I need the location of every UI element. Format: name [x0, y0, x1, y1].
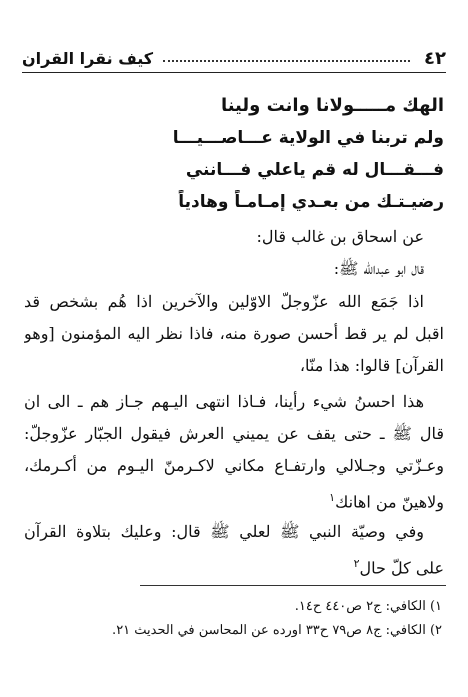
- footnote-ref-2: ٢: [353, 557, 360, 570]
- body-line-6: وعـزّتي وجـلالي وارتفـاع مكاني لاكـرمنّ اليـوم من أكـرمك،: [24, 456, 444, 475]
- body-line-1: اذا جَمَع الله عزّوجلّ الاوّلين والآخرين اذا هُم بشخص قد: [24, 292, 424, 311]
- verse-line-1: الهك مـــــولانا وانت ولينا: [220, 95, 444, 116]
- body-line-7-text: ولاهينّ من اهانك: [335, 492, 444, 512]
- body-line-9: [24, 552, 444, 580]
- verse-line-4: رضيـتـك من بعـدي إمـامـاً وهادياً: [178, 192, 444, 212]
- body-line-2: اقبل لم ير قط أحسن صورة منه، فاذا نظر اليه المؤمنون [وهو: [24, 324, 444, 343]
- body-line-3: القرآن] قالوا: هذا منّا،: [299, 356, 444, 375]
- page-header: [22, 44, 446, 73]
- page-number: ٤٢: [424, 47, 446, 69]
- narration-speaker: قال ابو عبدالله ﷺ:: [333, 259, 424, 278]
- running-title: كيف نقرا القران: [22, 48, 154, 68]
- footnote-ref-1: ١: [329, 491, 336, 504]
- footnote-divider: [140, 585, 446, 586]
- body-line-4: هذا احسنُ شيء رأينا، فـاذا انتهى اليـهم جـاز هم ـ الى ان: [24, 392, 424, 411]
- body-line-7: [24, 486, 444, 514]
- body-line-9-text: على كلّ حال: [359, 558, 444, 578]
- body-line-8: وفي وصيّة النبي ﷺ لعلي ﷺ قال: وعليك بتلاوة القرآن: [24, 522, 424, 541]
- body-line-5: قال ﷺ ـ حتى يقف عن يميني العرش فيقول الجبّار عزّوجلّ:: [24, 424, 444, 443]
- footnote-2: ٢) الكافي: ج٨ ص٧٩ ح٣٣ اورده عن المحاسن في الحديث ٢١.: [112, 623, 442, 638]
- header-dotted-leader: [163, 60, 410, 62]
- verse-line-3: فـــقـــال له قم ياعلي فـــانني: [185, 160, 444, 180]
- verse-line-2: ولم تربنا في الولاية عـــاصـــيـــا: [172, 128, 444, 148]
- narration-intro: عن اسحاق بن غالب قال:: [256, 227, 424, 246]
- footnote-1: ١) الكافي: ج٢ ص٤٤٠ ح١٤.: [294, 599, 442, 614]
